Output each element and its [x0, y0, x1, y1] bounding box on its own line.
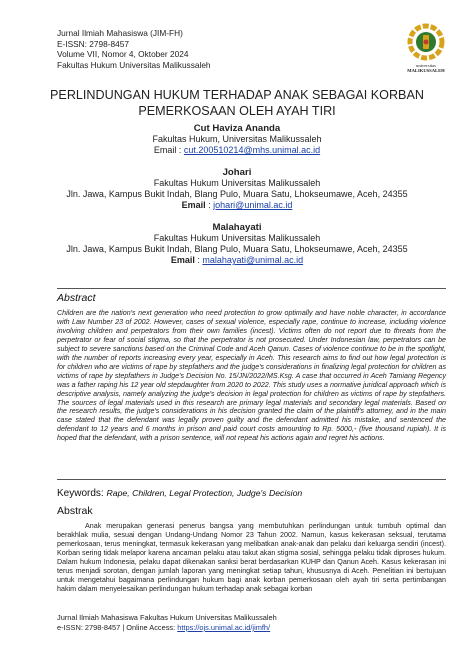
footer-access-line [57, 623, 277, 633]
email-separator: : [205, 200, 214, 210]
university-logo-text: universitas MALIKUSSALEH [407, 63, 445, 74]
keywords-values: Rape, Children, Legal Protection, Judge's Decision [106, 488, 303, 498]
author-email-link[interactable]: cut.200510214@mhs.unimal.ac.id [183, 145, 321, 155]
author-email-link[interactable]: johari@unimal.ac.id [213, 200, 293, 210]
journal-eissn: E-ISSN: 2798-8457 [57, 38, 129, 49]
footer-issn: e-ISSN: 2798-8457 | Online Access: [57, 623, 178, 632]
keywords [57, 488, 302, 499]
paper-title [30, 87, 444, 119]
journal-faculty: Fakultas Hukum Universitas Malikussaleh [57, 59, 211, 70]
author-list [20, 121, 454, 277]
paper-title-line-1: PERLINDUNGAN HUKUM TERHADAP ANAK SEBAGAI KORBAN [50, 88, 424, 102]
abstrak-heading: Abstrak [57, 505, 93, 517]
abstract-bottom-divider [57, 479, 446, 480]
keywords-label: Keywords: [57, 488, 107, 499]
email-label: Email : [153, 145, 184, 155]
author-affiliation: Fakultas Hukum Universitas Malikussaleh [153, 233, 321, 243]
author-email-line [20, 200, 454, 211]
author-affiliation: Fakultas Hukum, Universitas Malikussaleh [152, 134, 322, 144]
paper-title-line-2: PEMERKOSAAN OLEH AYAH TIRI [138, 104, 336, 118]
abstract-top-divider [57, 288, 446, 289]
footer-url-link[interactable]: https://ojs.unimal.ac.id/jimfh/ [177, 623, 271, 632]
abstract-text: Children are the nation's next generation who need protection to grow optimally and have noble character, in accordance with Law Number 23 of 2002. However, cases of sexual violence, especially rape, continue to increase, including violence involving children and perpetrators from their own families (incest). Victims often do not report due to threats from the perpetrator or fear of social stigma, so that the perpetrator is not prosecuted. Under Indonesian law, perpetrators can be subject to severe sanctions based on the Criminal Code and Aceh Qanun. Cases of violence continue to be in the spotlight, with the number of reports increasing every year, especially in Aceh. This research aims to find out how legal protection is for children who are victims of rape by stepfathers and the judge's considerations in finalizing legal protection for children as victims of rape by stepfathers in Judge's Decision No. 15/JN/2022/MS.Ksg. A case that occurred in Aceh Tamiang Regency was a father raping his 12 year old stepdaughter from 2020 to 2022. This study uses a normative juridical approach which is descriptive analysis, namely analyzing the judge's decision in legal protection for children as victims of rape by stepfathers. The sources of legal materials used in this research are primary legal materials and secondary legal materials. Based on the research results, the judge's considerations in his decision granted the claim of the plaintiff's attorney, and in the main case stated that the defendant was legally proven guilty and the defendant admitted his mistake, and sentenced the defendant to 12 years and 6 months in prison and paid court costs amounting to Rp. 5000,- (five thousand rupiah). It is hoped that the defendant, with a prison sentence, will not repeat his actions again and regret his actions. [57, 309, 446, 443]
journal-volume: Volume VII, Nomor 4, Oktober 2024 [57, 49, 189, 60]
author-affiliation: Fakultas Hukum Universitas Malikussaleh [153, 178, 321, 188]
journal-header [57, 28, 211, 70]
abstract-heading: Abstract [57, 292, 96, 304]
footer-journal: Jurnal Ilmiah Mahasiswa Fakultas Hukum Universitas Malikussaleh [57, 613, 277, 622]
author-address: Jln. Jawa, Kampus Bukit Indah, Blang Pulo, Muara Satu, Lhokseumawe, Aceh, 24355 [66, 189, 408, 199]
email-label: Email [181, 200, 206, 210]
abstrak-text: Anak merupakan generasi penerus bangsa yang membutuhkan perlindungan untuk tumbuh optimal dan berakhlak mulia, sesuai dengan Undang-Undang Nomor 23 Tahun 2002. Namun, kasus kekerasan seksual, terutama pemerkosaan, terus meningkat, termasuk kekerasan yang melibatkan anak-anak dan pelaku dari keluarga sendiri (incest). Korban sering tidak melapor karena ancaman pelaku atau takut akan stigma sosial, sehingga pelaku tidak diproses hukum. Dalam hukum Indonesia, pelaku dapat dikenakan sanksi berat berdasarkan KUHP dan Qanun Aceh. Kasus kekerasan ini terus menjadi sorotan, dengan jumlah laporan yang meningkat setiap tahun, khususnya di Aceh. Penelitian ini bertujuan untuk mengetahui bagaimana perlindungan hukum bagi anak korban pemerkosaan oleh ayah tiri serta pertimbangan hakim dalam menyelesaikan perlindungan hukum terhadap anak sebagai korban [57, 522, 446, 593]
author-email-line [20, 145, 454, 156]
page-footer [57, 613, 277, 633]
author-name: Johari [222, 167, 252, 178]
author-2 [20, 167, 454, 211]
author-1 [20, 123, 454, 156]
author-3 [20, 222, 454, 266]
email-separator: : [194, 255, 203, 265]
email-label: Email [170, 255, 195, 265]
author-email-link[interactable]: malahayati@unimal.ac.id [202, 255, 304, 265]
author-email-line [20, 255, 454, 266]
journal-name: Jurnal Ilmiah Mahasiswa (JIM-FH) [57, 28, 183, 38]
author-name: Malahayati [212, 222, 262, 233]
author-address: Jln. Jawa, Kampus Bukit Indah, Blang Pulo, Muara Satu, Lhokseumawe, Aceh, 24355 [66, 244, 408, 254]
author-name: Cut Haviza Ananda [193, 123, 281, 134]
